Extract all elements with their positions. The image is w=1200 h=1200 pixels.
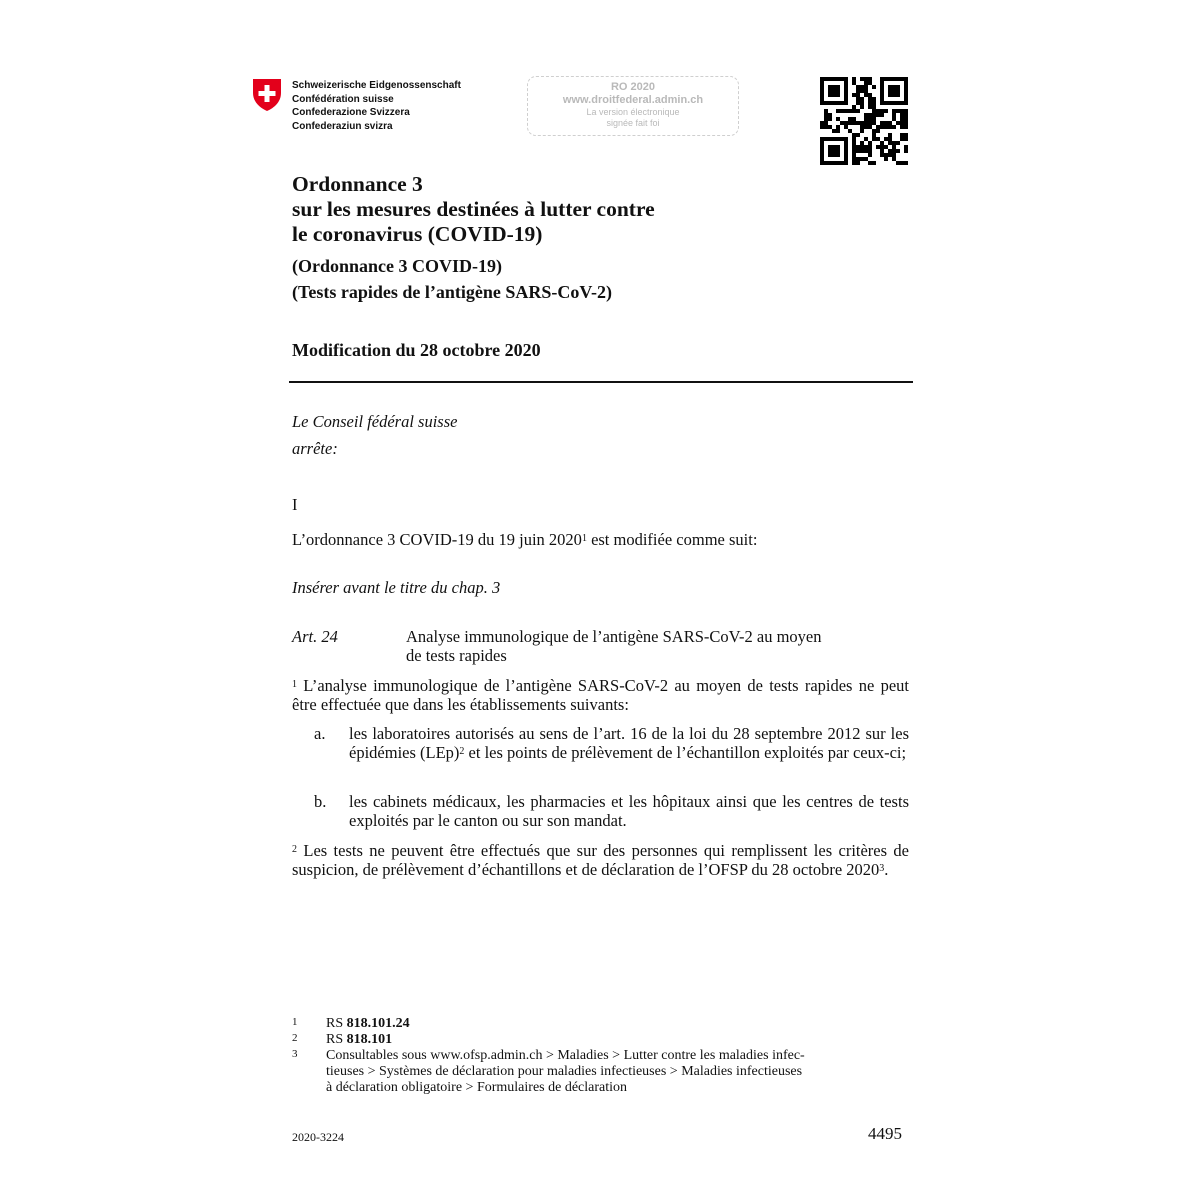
authority-name-fr: Confédération suisse [292,93,394,105]
preamble-issuer: Le Conseil fédéral suisse [292,412,458,431]
footnote-ref-3: 3 [879,863,885,874]
page-number: 4495 [868,1124,902,1143]
footnote-reference: 818.101.24 [346,1016,410,1031]
paragraph-2 [292,841,909,879]
footnote-ref-1: 1 [581,533,587,544]
footnote-reference: 818.101 [346,1032,393,1047]
short-title: (Ordonnance 3 COVID-19) [292,256,502,276]
stamp-note-line1: La version électronique [586,107,680,117]
footnote-prefix: RS [326,1016,347,1031]
footnote-ref-2: 2 [459,746,465,757]
footnote-line: Consultables sous www.ofsp.admin.ch > Maladies > Lutter contre les maladies infec- [326,1048,805,1063]
stamp-url: www.droitfederal.admin.ch [562,94,704,106]
document-number: 2020-3224 [292,1130,344,1144]
footnote-1 [326,1016,410,1032]
swiss-coat-of-arms-icon [252,78,282,112]
document-title [292,172,655,247]
intro-text: L’ordonnance 3 COVID-19 du 19 juin 2020 [292,530,582,549]
authority-name-rm: Confederaziun svizra [292,120,393,132]
paragraph-number: 2 [292,844,297,855]
qr-code-icon [820,77,908,165]
official-publication-stamp [527,76,739,136]
paragraph-text: L’analyse immunologique de l’antigène SARS-CoV-2 au moyen de tests rapides ne peut être effectuée que dans les établissements suivants: [292,676,909,714]
article-title-line-2: de tests rapides [406,646,507,665]
list-item-text: les laboratoires autorisés au sens de l’art. 16 de la loi du 28 septembre 2012 sur les épidémies (LEp) [349,724,909,762]
list-item-a [349,724,909,762]
title-divider [289,381,913,383]
paragraph-text: Les tests ne peuvent être effectués que sur des personnes qui remplissent les critères de suspicion, de prélèvement d’échantillons et de déclaration de l’OFSP du 28 octobre 2020 [292,841,909,879]
subject-title: (Tests rapides de l’antigène SARS-CoV-2) [292,282,613,302]
preamble-decree: arrête: [292,439,338,458]
paragraph-1 [292,676,909,714]
intro-text-end: est modifiée comme suit: [586,530,758,549]
federal-authority-names [292,79,461,133]
footnote-number: 3 [292,1048,298,1060]
list-item-letter: b. [314,792,327,811]
intro-paragraph [292,530,757,549]
stamp-note-line2: signée fait foi [606,118,660,128]
article-number: Art. 24 [292,627,338,646]
paragraph-end: . [884,860,889,879]
article-title-line-1: Analyse immunologique de l’antigène SARS-CoV-2 au moyen [406,627,822,646]
authority-name-de: Schweizerische Eidgenossenschaft [292,80,461,91]
list-item-letter: a. [314,724,326,743]
footnote-number: 1 [292,1016,298,1028]
title-line-2: sur les mesures destinées à lutter contre [292,197,655,221]
modification-date: Modification du 28 octobre 2020 [292,340,541,360]
stamp-ro-number: RO 2020 [610,81,656,93]
authority-name-it: Confederazione Svizzera [292,107,410,118]
footnote-line: tieuses > Systèmes de déclaration pour maladies infectieuses > Maladies infectieuses [326,1064,803,1079]
short-titles [292,253,612,305]
article-title [406,627,876,665]
title-line-3: le coronavirus (COVID-19) [292,222,543,246]
paragraph-number: 1 [292,679,297,690]
section-number: I [292,495,298,514]
footnote-prefix: RS [326,1032,347,1047]
footnote-number: 2 [292,1032,298,1044]
footnote-line: à déclaration obligatoire > Formulaires de déclaration [326,1080,627,1095]
title-line-1: Ordonnance 3 [292,172,423,196]
list-item-b: les cabinets médicaux, les pharmacies et les hôpitaux ainsi que les centres de tests exploités par le canton ou sur son mandat. [349,792,909,830]
footnote-3 [326,1048,886,1096]
insertion-instruction: Insérer avant le titre du chap. 3 [292,578,501,597]
list-item-text-end: et les points de prélèvement de l’échantillon exploités par ceux-ci; [464,743,907,762]
footnote-2 [326,1032,392,1048]
